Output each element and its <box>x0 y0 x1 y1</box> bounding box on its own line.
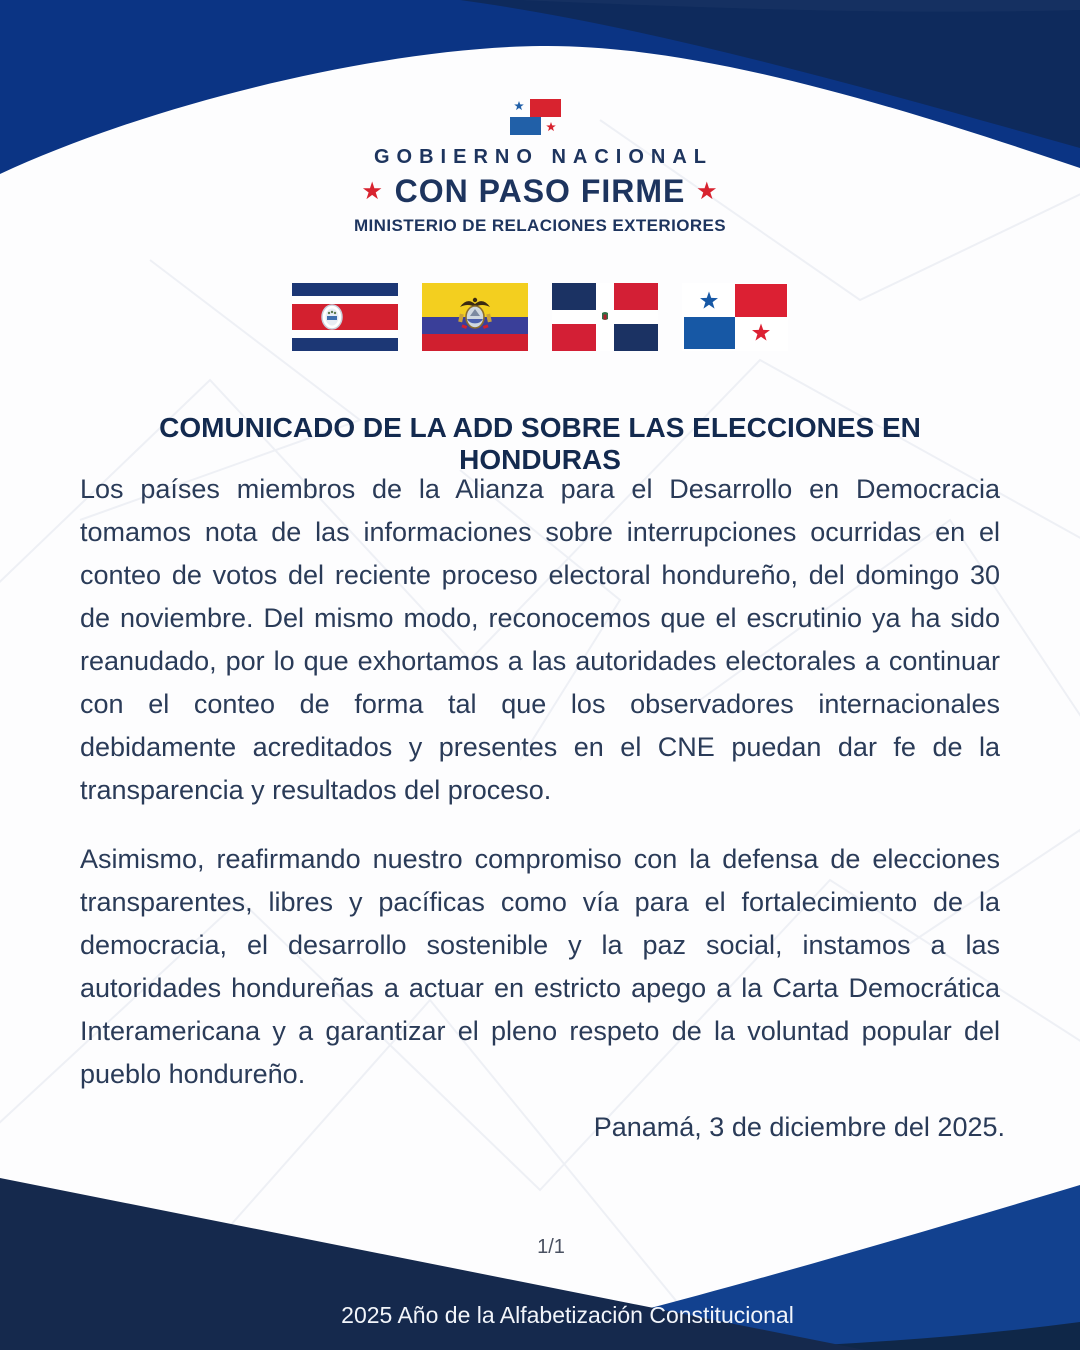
page-indicator: 1/1 <box>537 1236 565 1258</box>
member-flags-row <box>0 283 1080 351</box>
paragraph-1: Los países miembros de la Alianza para el Desarrollo en Democracia tomamos nota de las informaciones sobre interrupciones ocurridas en el conteo de votos del reciente proceso electoral hondureño, del domingo 30 de noviembre. Del mismo modo, reconocemos que el escrutinio ya ha sido reanudado, por lo que exhortamos a las autoridades electorales a continuar con el conteo de forma tal que los observadores internacionales debidamente acreditados y presentes en el CNE puedan dar fe de la transparencia y resultados del proceso. <box>80 474 1000 805</box>
ecuador-flag <box>422 283 528 351</box>
costa-rica-flag <box>292 283 398 351</box>
paragraph-2: Asimismo, reafirmando nuestro compromiso con la defensa de elecciones transparentes, libres y pacíficas como vía para el fortalecimiento de la democracia, el desarrollo sostenible y la paz social, instamos a las autoridades hondureñas a actuar en estricto apego a la Carta Democrática Interamericana y a garantizar el pleno respeto de la voluntad popular del pueblo hondureño. <box>80 844 1000 1089</box>
blue-star-icon <box>514 101 524 110</box>
logo-government-name: GOBIERNO NACIONAL <box>374 146 713 168</box>
panama-quarters-logo-icon <box>502 96 578 140</box>
star-icon: ★ <box>697 180 718 203</box>
dominican-republic-flag <box>552 283 658 351</box>
dateline: Panamá, 3 de diciembre del 2025. <box>593 1112 1005 1142</box>
logo-ministry-name: MINISTERIO DE RELACIONES EXTERIORES <box>354 216 726 235</box>
logo-slogan <box>0 173 1080 210</box>
government-logo <box>0 96 1080 236</box>
star-icon: ★ <box>362 180 383 203</box>
panama-flag <box>682 283 788 351</box>
red-star-icon <box>546 122 556 131</box>
footer-slogan: 2025 Año de la Alfabetización Constitucional <box>341 1302 794 1328</box>
logo-slogan-text: CON PASO FIRME <box>394 173 686 209</box>
communique-title: COMUNICADO DE LA ADD SOBRE LAS ELECCIONES EN HONDURAS <box>159 412 921 475</box>
